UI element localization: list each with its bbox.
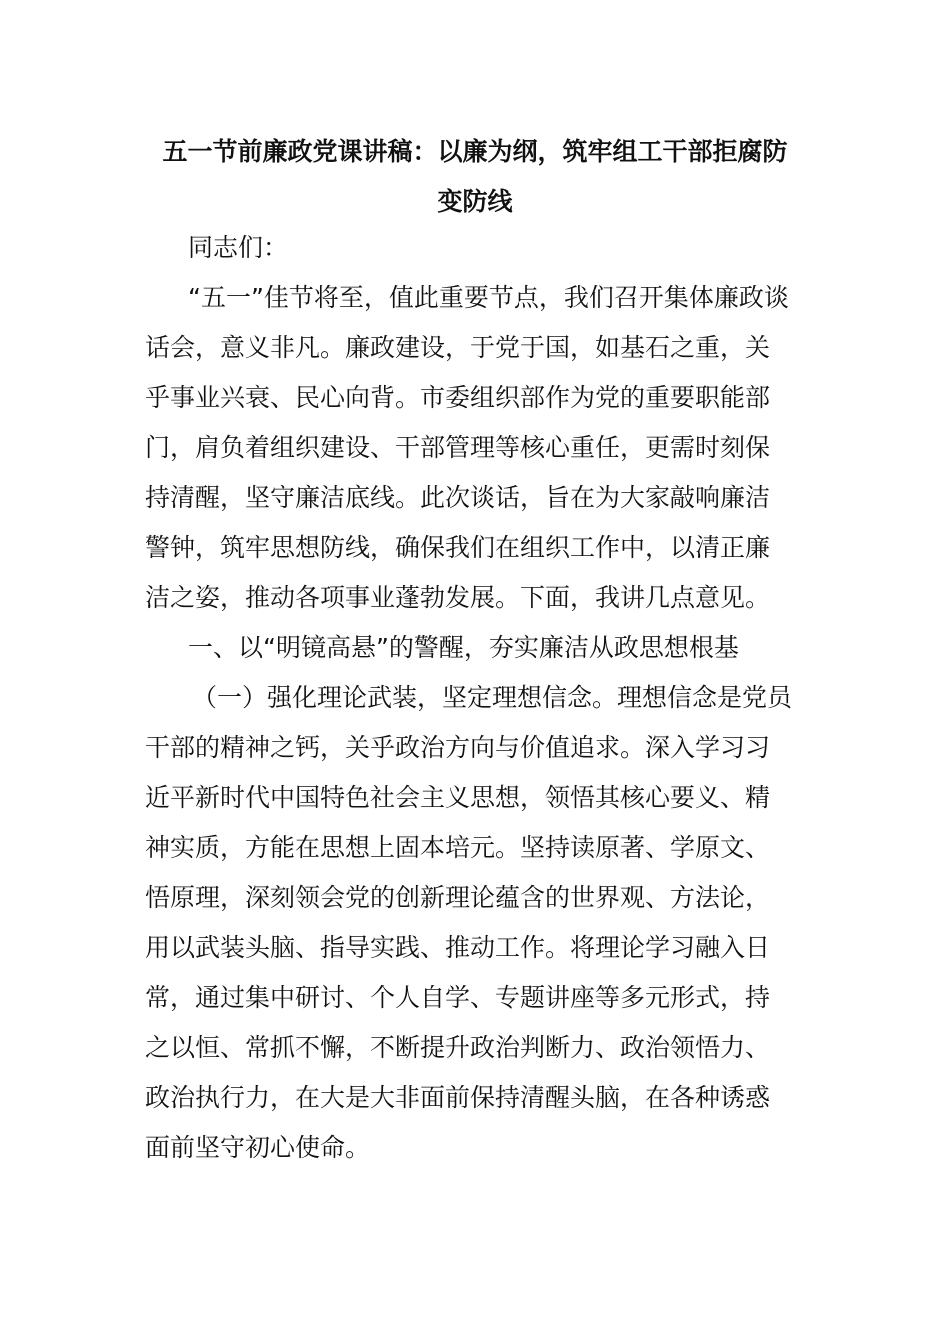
subsection-line: 近平新时代中国特色社会主义思想，领悟其核心要义、精	[145, 783, 771, 812]
intro-line: 洁之姿，推动各项事业蓬勃发展。下面，我讲几点意见。	[145, 583, 771, 612]
subsection-line: 干部的精神之钙，关乎政治方向与价值追求。深入学习习	[145, 733, 771, 762]
subsection-line: 常，通过集中研讨、个人自学、专题讲座等多元形式，持	[145, 983, 771, 1012]
intro-line: 话会，意义非凡。廉政建设，于党于国，如基石之重，关	[145, 333, 771, 362]
intro-line: 乎事业兴衰、民心向背。市委组织部作为党的重要职能部	[145, 383, 771, 412]
document-title-line-1: 五一节前廉政党课讲稿：以廉为纲，筑牢组工干部拒腐防	[162, 137, 788, 166]
intro-line: 门，肩负着组织建设、干部管理等核心重任，更需时刻保	[145, 433, 771, 462]
subsection-line: 用以武装头脑、指导实践、推动工作。将理论学习融入日	[145, 933, 771, 962]
intro-line: 持清醒，坚守廉洁底线。此次谈话，旨在为大家敲响廉洁	[145, 483, 771, 512]
subsection-line: （一）强化理论武装，坚定理想信念。理想信念是党员	[192, 683, 793, 712]
greeting: 同志们：	[188, 233, 289, 262]
document-title-line-2: 变防线	[437, 187, 513, 216]
subsection-line: 悟原理，深刻领会党的创新理论蕴含的世界观、方法论，	[145, 883, 771, 912]
intro-line: 警钟，筑牢思想防线，确保我们在组织工作中，以清正廉	[145, 533, 771, 562]
subsection-line: 面前坚守初心使命。	[145, 1133, 371, 1162]
subsection-line: 神实质，方能在思想上固本培元。坚持读原著、学原文、	[145, 833, 771, 862]
subsection-line: 之以恒、常抓不懈，不断提升政治判断力、政治领悟力、	[145, 1033, 771, 1062]
subsection-line: 政治执行力，在大是大非面前保持清醒头脑，在各种诱惑	[145, 1083, 771, 1112]
intro-line: “五一”佳节将至，值此重要节点，我们召开集体廉政谈	[188, 283, 789, 312]
section-heading-1: 一、以“明镜高悬”的警醒，夯实廉洁从政思想根基	[188, 633, 739, 662]
